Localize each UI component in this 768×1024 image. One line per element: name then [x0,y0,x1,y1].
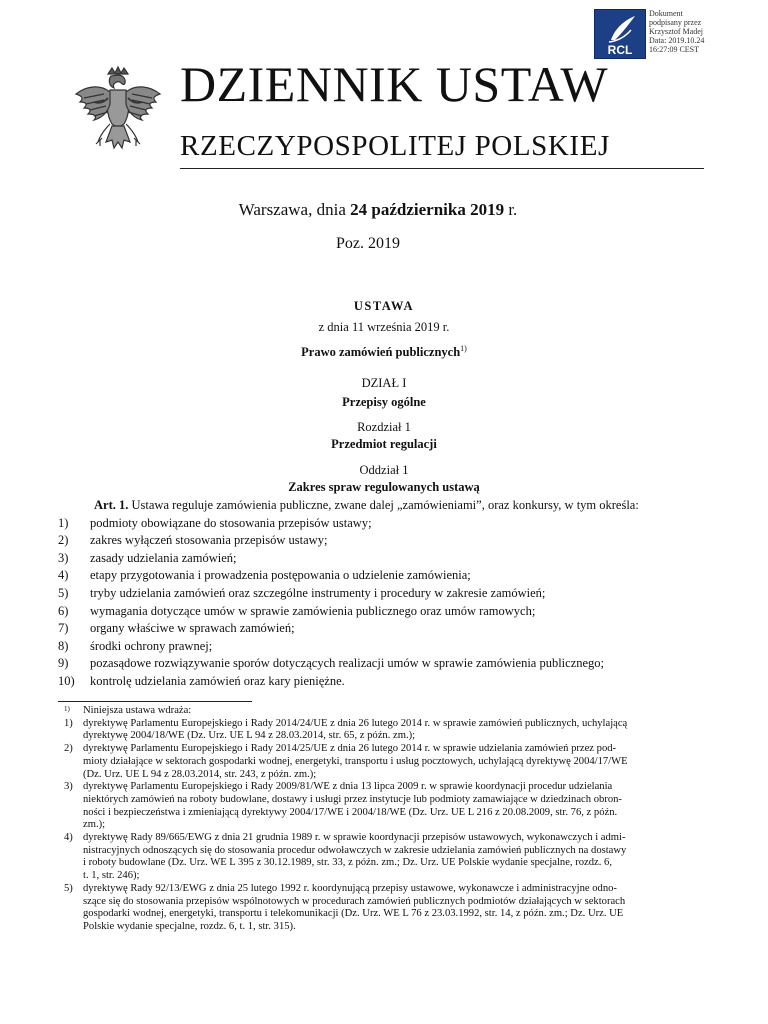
footnote-marker: 1) [64,705,70,713]
chapter-title: Przedmiot regulacji [331,437,437,451]
signature-line: Krzysztof Madej [649,27,703,36]
footnotes [64,705,706,934]
date-suffix: r. [504,200,518,219]
signature-line: Dokument [649,9,683,18]
footnote-item: 1) dyrektywę Parlamentu Europejskiego i Rady 2014/24/UE z dnia 26 lutego 2014 r. w sprawie zamówień publicznych, uchylającą dyrektywę 2004/18/WE (Dz. Urz. UE L 94 z 28.03.2014, str. 65, z późn. zm.); [64,717,628,742]
list-item: 9) pozasądowe rozwiązywanie sporów dotyczących realizacji umów w sprawie zamówienia publicznego; [58,656,605,671]
list-item: 10) kontrolę udzielania zamówień oraz kary pieniężne. [58,673,345,688]
list-item: 8) środki ochrony prawnej; [58,638,213,653]
act-date: z dnia 11 września 2019 r. [318,320,450,334]
list-item: 1) podmioty obowiązane do stosowania przepisów ustawy; [58,515,372,530]
svg-text:RCL: RCL [607,43,633,57]
act-name: Prawo zamówień publicznych$^{1)}$ [301,344,467,359]
footnote-item: 2) dyrektywę Parlamentu Europejskiego i Rady 2014/25/UE z dnia 26 lutego 2014 r. w sprawie udzielania zamówień przez pod- mioty działające w sektorach gospodarki wodnej, energetyki, transportu i usług pocztowych, uchylającą dyrektywę 2004/17/WE (Dz. Urz. UE L 94 z 28.03.2014, str. 243, z późn. zm.); [64,743,628,780]
division-label: DZIAŁ I [361,376,407,390]
act-type: USTAWA [353,299,415,313]
footnote-item: 4) dyrektywę Rady 89/665/EWG z dnia 21 grudnia 1989 r. w sprawie koordynacji przepisów ustawowych, wykonawczych i admi- nistracyjnych odnoszących się do stosowania procedur odwoławczych w zakresie udzielania zamówień publicznych na dostawy i roboty budowlane (Dz. Urz. WE L 395 z 30.12.1989, str. 33, z późn. zm.; Dz. Urz. UE Polskie wydanie specjalne, rozdz. 6, t. 1, str. 246); [64,832,627,882]
list-item: 3) zasady udzielania zamówień; [58,550,237,565]
division-title: Przepisy ogólne [342,395,426,409]
date-prefix: Warszawa, dnia [238,200,351,219]
position-number: Poz. 2019 [336,235,400,252]
chapter-label: Rozdział 1 [357,420,411,434]
footnote-divider [58,701,252,702]
publication-date [0,200,768,220]
header-divider [180,168,704,169]
journal-title: DZIENNIK USTAW [180,56,609,112]
signature-stamp-logo [594,9,646,59]
rcl-quill-icon [595,10,645,58]
section-title: Zakres spraw regulowanych ustawą [288,480,480,494]
footnote-reference[interactable]: 1) [460,344,467,353]
list-item: 6) wymagania dotyczące umów w sprawie zamówienia publicznego oraz umów ramowych; [58,603,536,618]
date-value: 24 października 2019 [350,200,505,219]
journal-subtitle: RZECZYPOSPOLITEJ POLSKIEJ [180,130,610,162]
signature-line: podpisany przez [649,18,702,27]
signature-line: Data: 2019.10.24 [649,36,705,45]
polish-eagle-emblem-icon [64,64,172,170]
footnote-intro: 1) Niniejsza ustawa wdraża: [64,705,192,716]
article-label: Art. 1. [94,498,129,512]
signature-line: 16:27:09 CEST [649,45,700,54]
list-item: 2) zakres wyłączeń stosowania przepisów ustawy; [58,533,328,548]
signature-info [649,9,759,54]
list-item: 4) etapy przygotowania i prowadzenia postępowania o udzielenie zamówienia; [58,568,471,583]
footnote-item: 3) dyrektywę Parlamentu Europejskiego i Rady 2009/81/WE z dnia 13 lipca 2009 r. w sprawie koordynacji procedur udzielania niektórych zamówień na roboty budowlane, dostawy i usługi przez instytucje lub podmioty zamawiające w dziedzinach obron- ności i bezpieczeństwa i zmieniającą dyrektywy 2004/17/WE i 2004/18/WE (Dz. Urz. UE L 216 z 20.08.2009, str. 76, z późn. zm.); [64,781,622,831]
list-item: 5) tryby udzielania zamówień oraz szczególne instrumenty i procedury w zakresie zamówień; [58,585,546,600]
footnote-item: 5) dyrektywę Rady 92/13/EWG z dnia 25 lutego 1992 r. koordynującą przepisy ustawowe, wykonawcze i administracyjne odno- szące się do stosowania przepisów wspólnotowych w procedurach zamówień publicznych podmiotów działających w sektorach gospodarki wodnej, energetyki, transportu i telekomunikacji (Dz. Urz. WE L 76 z 23.03.1992, str. 14, z późn. zm.; Dz. Urz. UE Polskie wydanie specjalne, rozdz. 6, t. 1, str. 315). [64,882,626,932]
section-label: Oddział 1 [359,463,409,477]
article-intro: Art. 1. Ustawa reguluje zamówienia publiczne, zwane dalej „zamówieniami”, oraz konkursy, w tym określa: [94,498,639,512]
list-item: 7) organy właściwe w sprawach zamówień; [58,621,295,636]
article-1 [58,497,718,691]
